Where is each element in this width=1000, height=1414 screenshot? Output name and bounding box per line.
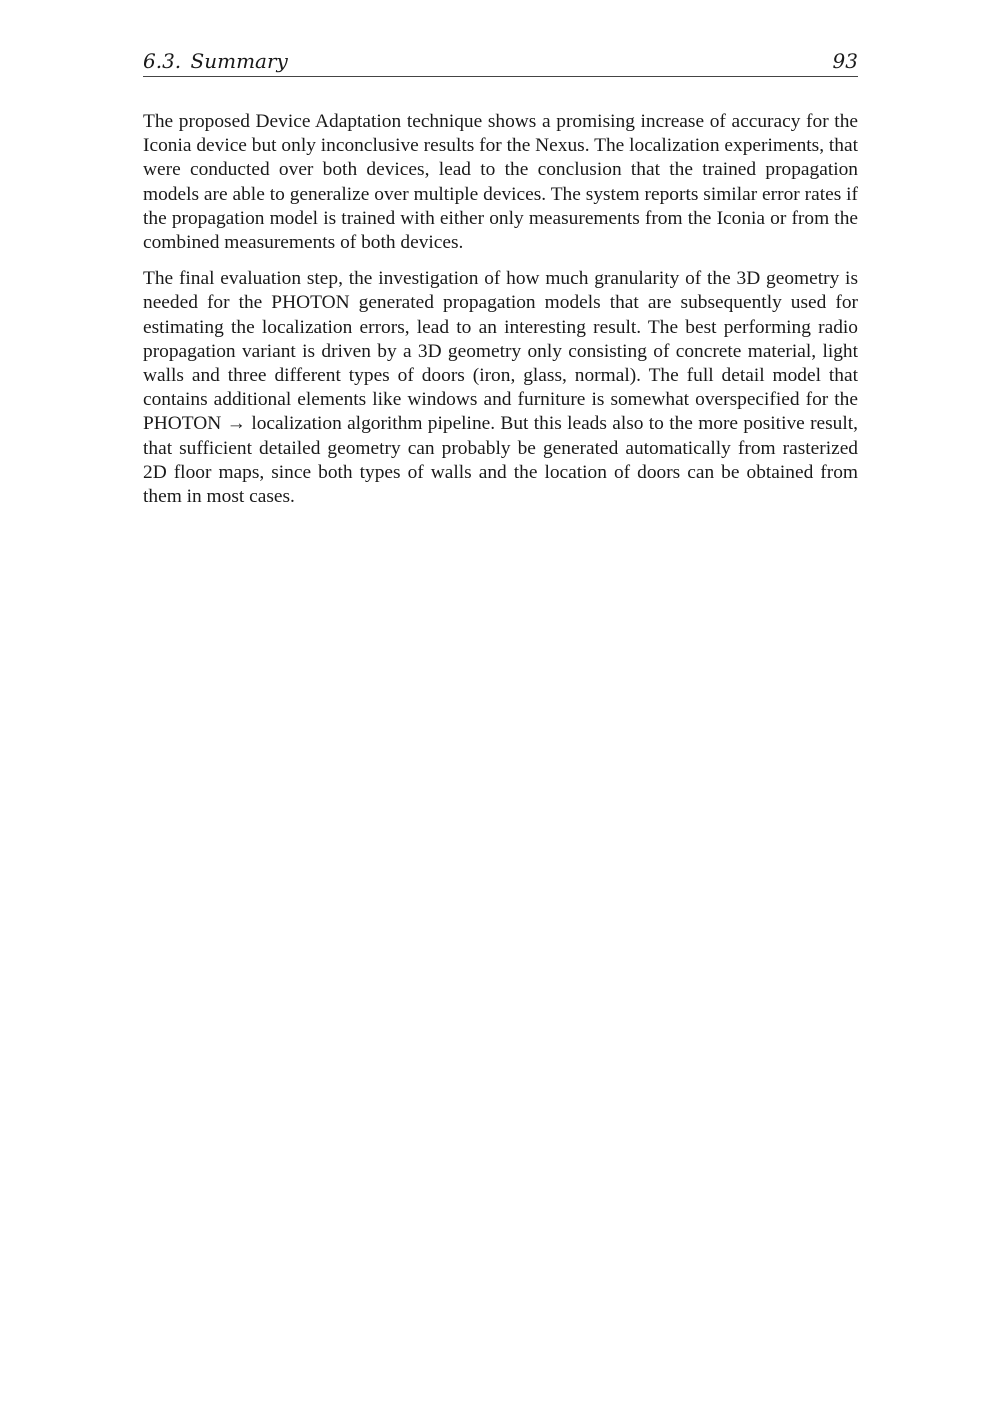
body-text [143, 110, 858, 521]
page-number: 93 [832, 49, 858, 73]
paragraph-geometry-granularity: The final evaluation step, the investigation of how much granularity of the 3D geometry is needed for the PHOTON generated propagation models that are subsequently used for estimating the localization errors, lead to an interesting result. The best performing radio propagation variant is driven by a 3D geometry only consisting of concrete material, light walls and three different types of doors (iron, glass, normal). The full detail model that contains additional elements like windows and furniture is somewhat overspecified for the PHOTON → localization algorithm pipeline. But this leads also to the more positive result, that sufficient detailed geometry can probably be generated automatically from rasterized 2D floor maps, since both types of walls and the location of doors can be obtained from them in most cases. [143, 268, 858, 508]
running-header [143, 48, 858, 77]
section-title: 6.3. Summary [143, 49, 288, 73]
paragraph-device-adaptation: The proposed Device Adaptation technique shows a promising increase of accuracy for the Iconia device but only inconclusive results for the Nexus. The localization experiments, that were conducted over both devices, lead to the conclusion that the trained propagation models are able to generalize over multiple devices. The system reports similar error rates if the propagation model is trained with either only measurements from the Iconia or from the combined measurements of both devices. [143, 111, 858, 254]
